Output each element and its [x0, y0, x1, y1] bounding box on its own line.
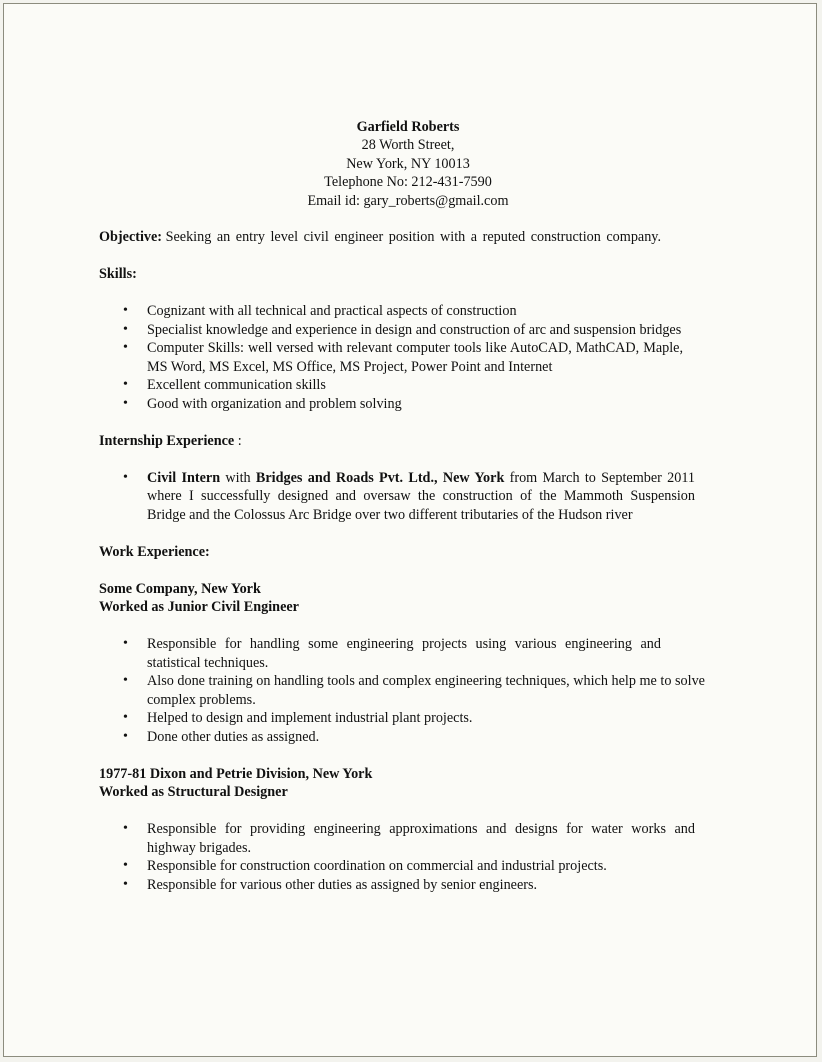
address-city: New York, NY 10013 — [346, 155, 470, 172]
job-company: 1977-81 Dixon and Petrie Division, New York — [99, 765, 373, 782]
list-item: • Responsible for construction coordination on commercial and industrial projects. — [99, 857, 695, 876]
job-title: Worked as Junior Civil Engineer — [99, 599, 299, 616]
internship-description: from March to September 2011 where I successfully designed and oversaw the construction of the Mammoth Suspension Bridge and the Colossus Arc Bridge over two different tributaries of the Hudson river — [147, 469, 695, 523]
internship-colon: : — [234, 432, 242, 449]
list-item: • Cognizant with all technical and practical aspects of construction — [99, 302, 683, 321]
list-item — [99, 469, 695, 525]
job-duties-list — [99, 635, 705, 746]
list-item: • Computer Skills: well versed with relevant computer tools like AutoCAD, MathCAD, Maple, MS Word, MS Excel, MS Office, MS Project, Power Point and Internet — [99, 339, 683, 376]
internship-with: with — [220, 469, 256, 486]
job-entry — [99, 580, 709, 747]
internship-heading: Internship Experience — [99, 432, 235, 449]
list-item: • Specialist knowledge and experience in design and construction of arc and suspension bridges — [99, 321, 683, 340]
job-entry — [99, 765, 709, 895]
objective-section — [99, 228, 709, 247]
list-item: • Also done training on handling tools and complex engineering techniques, which help me to solve complex problems. — [99, 672, 705, 709]
objective-label: Objective: — [99, 229, 163, 246]
email-address: Email id: gary_roberts@gmail.com — [307, 192, 509, 209]
list-item: • Good with organization and problem solving — [99, 395, 683, 414]
resume-document — [99, 118, 709, 894]
internship-role: Civil Intern — [147, 469, 221, 486]
work-section — [99, 543, 709, 895]
internship-company: Bridges and Roads Pvt. Ltd., New York — [255, 469, 505, 486]
list-item: • Responsible for providing engineering approximations and designs for water works and highway brigades. — [99, 820, 695, 857]
list-item: • Responsible for handling some engineering projects using various engineering and statistical techniques. — [99, 635, 705, 672]
list-item: • Helped to design and implement industrial plant projects. — [99, 709, 705, 728]
list-item: • Done other duties as assigned. — [99, 728, 705, 747]
job-duties-list — [99, 820, 695, 894]
list-item: • Responsible for various other duties as assigned by senior engineers. — [99, 876, 695, 895]
contact-header — [98, 118, 718, 210]
internship-section — [99, 432, 709, 525]
work-heading: Work Experience: — [99, 543, 210, 560]
list-item: • Excellent communication skills — [99, 376, 683, 395]
skills-section — [99, 265, 709, 413]
job-company: Some Company, New York — [99, 580, 261, 597]
phone-number: Telephone No: 212-431-7590 — [324, 174, 492, 191]
internship-heading-line — [99, 432, 709, 451]
skills-heading: Skills: — [99, 266, 137, 283]
objective-text: Seeking an entry level civil engineer position with a reputed construction company. — [165, 229, 662, 246]
skills-list — [99, 302, 683, 413]
address-street: 28 Worth Street, — [361, 137, 455, 154]
internship-list — [99, 469, 695, 525]
candidate-name: Garfield Roberts — [356, 119, 460, 135]
job-title: Worked as Structural Designer — [99, 784, 288, 801]
